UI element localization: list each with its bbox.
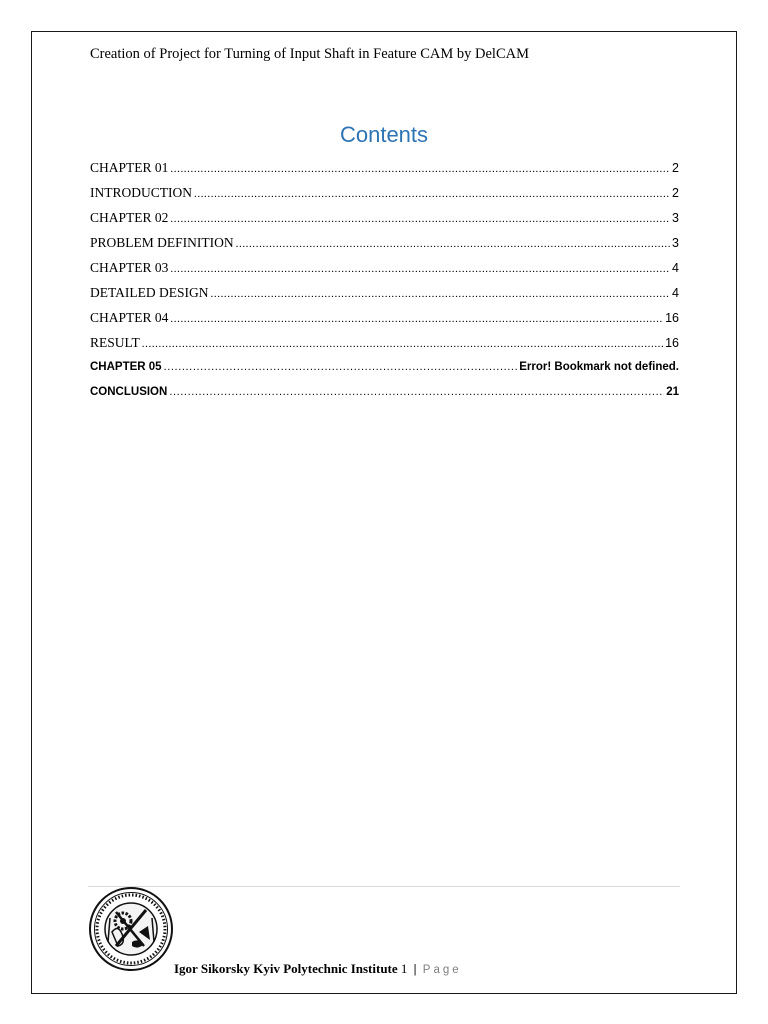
toc-title: Contents	[339, 122, 429, 147]
toc-entry-label: CHAPTER 04	[90, 310, 169, 325]
toc-entry-label: CHAPTER 02	[90, 210, 169, 225]
toc-entry-conclusion[interactable]	[90, 383, 679, 408]
dot-leader	[170, 310, 663, 329]
toc-entry-label: DETAILED DESIGN	[90, 285, 209, 300]
dot-leader	[194, 185, 670, 204]
document-header: Creation of Project for Turning of Input Shaft in Feature CAM by DelCAM	[90, 46, 529, 62]
toc-entry-label: CONCLUSION	[90, 386, 168, 398]
toc-entry-page: Error! Bookmark not defined.	[519, 361, 679, 373]
toc-entry-page: 16	[665, 336, 679, 350]
dot-leader	[236, 235, 670, 254]
toc-entry-detailed-design[interactable]	[90, 283, 679, 308]
institute-name: Igor Sikorsky Kyiv Polytechnic Institute	[174, 961, 398, 976]
toc-entry-problem-definition[interactable]	[90, 233, 679, 258]
toc-entry-label: CHAPTER 03	[90, 260, 169, 275]
toc-entry-chapter-05[interactable]	[90, 358, 679, 383]
toc-entry-page: 16	[665, 311, 679, 325]
table-of-contents	[90, 158, 679, 408]
toc-entry-page: 4	[672, 261, 679, 275]
university-seal-icon	[88, 884, 174, 974]
dot-leader	[164, 358, 518, 377]
toc-entry-page: 4	[672, 286, 679, 300]
toc-entry-chapter-02[interactable]	[90, 208, 679, 233]
page-separator: |	[413, 961, 417, 976]
dot-leader	[170, 260, 670, 279]
toc-entry-label: RESULT	[90, 335, 140, 350]
toc-entry-chapter-03[interactable]	[90, 258, 679, 283]
toc-entry-label: CHAPTER 01	[90, 160, 169, 175]
toc-entry-label: CHAPTER 05	[90, 361, 162, 373]
dot-leader	[170, 210, 670, 229]
toc-entry-page: 2	[672, 161, 679, 175]
toc-entry-page: 3	[672, 211, 679, 225]
toc-entry-label: INTRODUCTION	[90, 185, 192, 200]
dot-leader	[142, 335, 663, 354]
page-number: 1	[400, 961, 408, 976]
toc-entry-introduction[interactable]	[90, 183, 679, 208]
toc-entry-page: 3	[672, 236, 679, 250]
dot-leader	[211, 285, 671, 304]
footer	[174, 961, 462, 977]
toc-entry-result[interactable]	[90, 333, 679, 358]
page-label: Page	[422, 964, 462, 976]
toc-entry-label: PROBLEM DEFINITION	[90, 235, 234, 250]
toc-entry-chapter-04[interactable]	[90, 308, 679, 333]
dot-leader	[170, 160, 670, 179]
toc-entry-chapter-01[interactable]	[90, 158, 679, 183]
toc-entry-page: 21	[666, 386, 679, 398]
toc-entry-page: 2	[672, 186, 679, 200]
dot-leader	[169, 383, 664, 402]
footer-divider	[88, 886, 680, 887]
